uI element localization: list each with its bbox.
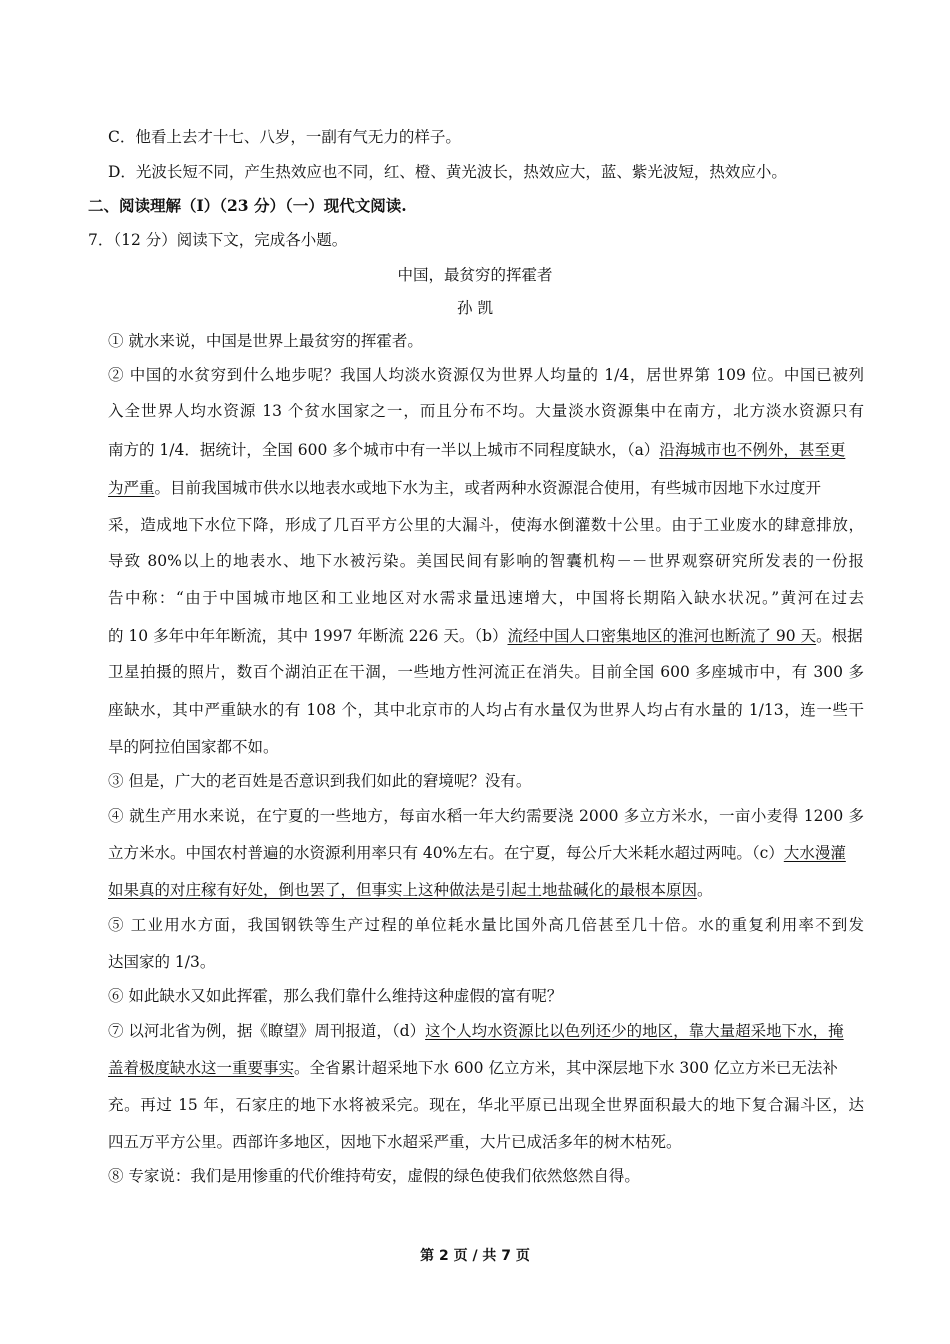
paragraph-2-line: 旱的阿拉伯国家都不如。 (108, 738, 279, 756)
underlined-sentence-a: 沿海城市也不例外，甚至更 (659, 441, 846, 459)
text-run: ⑦ 以河北省为例，据《瞭望》周刊报道，（d） (108, 1022, 426, 1040)
paragraph-2-line: ② 中国的水贫穷到什么地步呢？我国人均淡水资源仅为世界人均量的 1/4，居世界第 109 位。中国已被列 (108, 366, 864, 384)
question-prompt: 7．（12 分）阅读下文，完成各小题。 (88, 231, 348, 249)
text-run: 。根据 (816, 627, 863, 645)
paragraph-2-line: 卫星拍摄的照片，数百个湖泊正在干涸，一些地方性河流正在消失。目前全国 600 多座城市中，有 300 多 (108, 663, 864, 681)
text-run: 南方的 1/4．据统计，全国 600 多个城市中有一半以上城市不同程度缺水，（a） (108, 441, 660, 459)
option-d: D．光波长短不同，产生热效应也不同，红、橙、黄光波长，热效应大，蓝、紫光波短，热效应小。 (108, 163, 787, 181)
paragraph-2-line: 座缺水，其中严重缺水的有 108 个，其中北京市的人均占有水量仅为世界人均占有水量的 1/13，连一些干 (108, 701, 864, 719)
page-footer: 第 2 页 / 共 7 页 (420, 1248, 530, 1264)
underlined-sentence-b: 流经中国人口密集地区的淮河也断流了 90 天 (507, 627, 817, 645)
underlined-sentence-c-end: 如果真的对庄稼有好处，倒也罢了，但事实上这种做法是引起土地盐碱化的最根本原因 (108, 881, 698, 899)
text-run: 立方米水。中国农村普遍的水资源利用率只有 40%左右。在宁夏，每公斤大米耗水超过两吨。（c） (108, 844, 784, 862)
paragraph-1: ① 就水来说，中国是世界上最贫穷的挥霍者。 (108, 332, 423, 350)
underlined-sentence-a-end: 为严重 (108, 479, 155, 497)
paragraph-4-line (108, 880, 864, 900)
underlined-sentence-d-end: 盖着极度缺水这一重要事实 (108, 1059, 295, 1077)
paragraph-7-line (108, 1058, 864, 1078)
paragraph-2-line: 导致 80%以上的地表水、地下水被污染。美国民间有影响的智囊机构－－世界观察研究所发表的一份报 (108, 552, 864, 570)
paragraph-2-line (108, 626, 864, 646)
article-title: 中国，最贫穷的挥霍者 (397, 266, 553, 284)
paragraph-2-line (108, 478, 864, 498)
paragraph-2-line: 告中称：“由于中国城市地区和工业地区对水需求量迅速增大，中国将长期陷入缺水状况。”黄河在过去 (108, 589, 864, 607)
paragraph-4-line: ④ 就生产用水来说，在宁夏的一些地方，每亩水稻一年大约需要浇 2000 多立方米水，一亩小麦得 1200 多 (108, 807, 864, 825)
paragraph-2-line: 采，造成地下水位下降，形成了几百平方公里的大漏斗，使海水倒灌数十公里。由于工业废水的肆意排放， (108, 516, 864, 534)
text-run: 的 10 多年中年年断流，其中 1997 年断流 226 天。（b） (108, 627, 508, 645)
paragraph-2-line (108, 440, 864, 460)
text-run: 。 (697, 881, 713, 899)
article-author: 孙 凯 (457, 299, 493, 317)
underlined-sentence-c: 大水漫灌 (783, 844, 846, 862)
option-c: C．他看上去才十七、八岁，一副有气无力的样子。 (108, 128, 461, 146)
text-run: 。全省累计超采地下水 600 亿立方米，其中深层地下水 300 亿立方米已无法补 (294, 1059, 838, 1077)
paragraph-8: ⑧ 专家说：我们是用惨重的代价维持苟安，虚假的绿色使我们依然悠然自得。 (108, 1167, 640, 1185)
paragraph-2-line: 入全世界人均水资源 13 个贫水国家之一，而且分布不均。大量淡水资源集中在南方，北方淡水资源只有 (108, 402, 864, 420)
paragraph-7-line: 四五万平方公里。西部许多地区，因地下水超采严重，大片已成活多年的树木枯死。 (108, 1133, 682, 1151)
paragraph-3: ③ 但是，广大的老百姓是否意识到我们如此的窘境呢？没有。 (108, 772, 532, 790)
paragraph-5-line: ⑤ 工业用水方面，我国钢铁等生产过程的单位耗水量比国外高几倍甚至几十倍。水的重复利用率不到发 (108, 916, 864, 934)
paragraph-5-line: 达国家的 1/3。 (108, 953, 216, 971)
paragraph-7-line (108, 1021, 864, 1041)
paragraph-7-line: 充。再过 15 年，石家庄的地下水将被采完。现在，华北平原已出现全世界面积最大的地下复合漏斗区，达 (108, 1096, 864, 1114)
paragraph-4-line (108, 843, 864, 863)
section-heading: 二、阅读理解（Ⅰ）（23 分）（一）现代文阅读. (88, 196, 407, 215)
text-run: 。目前我国城市供水以地表水或地下水为主，或者两种水资源混合使用，有些城市因地下水过度开 (154, 479, 822, 497)
underlined-sentence-d: 这个人均水资源比以色列还少的地区，靠大量超采地下水，掩 (425, 1022, 844, 1040)
paragraph-6: ⑥ 如此缺水又如此挥霍，那么我们靠什么维持这种虚假的富有呢？ (108, 987, 563, 1005)
